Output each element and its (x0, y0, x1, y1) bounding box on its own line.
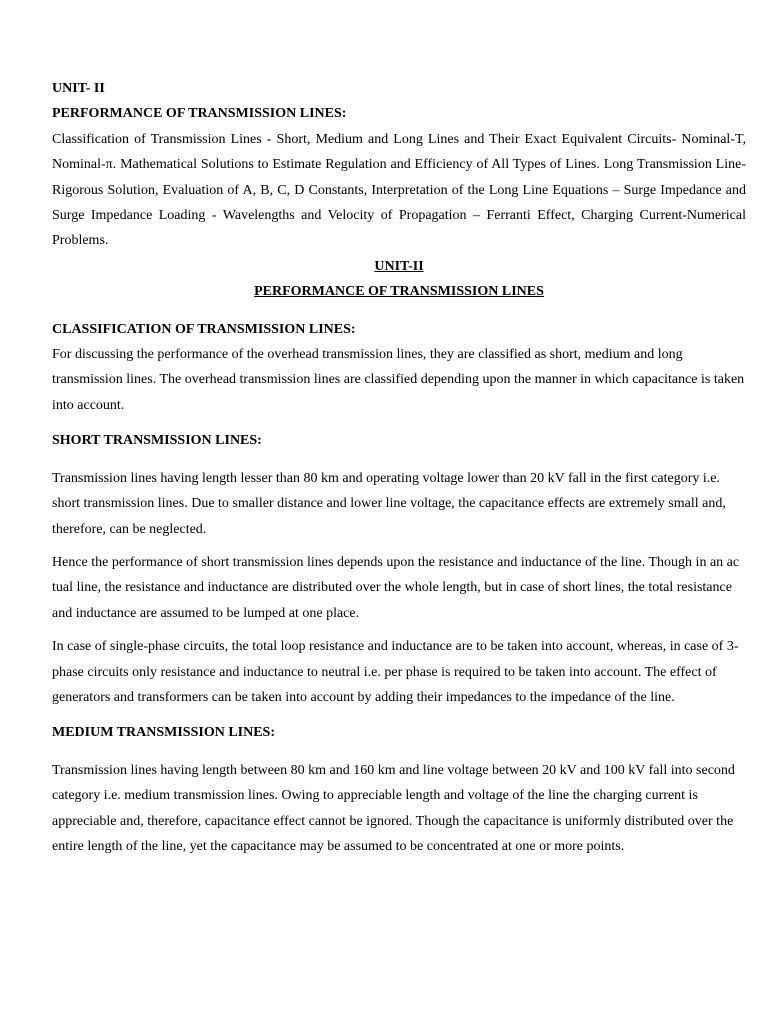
syllabus-title: PERFORMANCE OF TRANSMISSION LINES: (52, 106, 347, 122)
short-lines-paragraph-1: Transmission lines having length lesser than 80 km and operating voltage lower than 20 kV fall in the first category i.e. short transmission lines. Due to smaller distance and lower line voltage, the capacitance effects are extremely small and, therefore, can be neglected. (52, 470, 726, 537)
syllabus-body: Classification of Transmission Lines - Short, Medium and Long Lines and Their Exact Equivalent Circuits- Nominal-T, Nominal-π. Mathematical Solutions to Estimate Regulation and Efficiency of All Types of Lines. Long Transmission Line-Rigorous Solution, Evaluation of A, B, C, D Constants, Interpretation of the Long Line Equations – Surge Impedance and Surge Impedance Loading - Wavelengths and Velocity of Propagation – Ferranti Effect, Charging Current-Numerical Problems. (52, 131, 746, 249)
spacer (52, 305, 746, 317)
document-page (52, 76, 746, 859)
chapter-title: PERFORMANCE OF TRANSMISSION LINES (254, 284, 544, 300)
spacer (52, 542, 746, 550)
spacer (52, 746, 746, 758)
medium-lines-heading: MEDIUM TRANSMISSION LINES: (52, 725, 276, 741)
spacer (52, 454, 746, 466)
spacer (52, 418, 746, 428)
classification-heading: CLASSIFICATION OF TRANSMISSION LINES: (52, 321, 356, 337)
spacer (52, 710, 746, 720)
classification-text: For discussing the performance of the overhead transmission lines, they are classified as short, medium and long transmission lines. The overhead transmission lines are classified depending upon the manner in which capacitance is taken into account. (52, 347, 745, 413)
syllabus-unit-label: UNIT- II (52, 81, 105, 96)
short-lines-heading: SHORT TRANSMISSION LINES: (52, 433, 262, 449)
medium-lines-paragraph-1: Transmission lines having length between 80 km and 160 km and line voltage between 20 kV and 100 kV fall into second category i.e. medium transmission lines. Owing to appreciable length and voltage of the line the charging current is appreciable and, therefore, capacitance effect cannot be ignored. Though the capacitance is uniformly distributed over the entire length of the line, yet the capacitance may be assumed to be concentrated at one or more points. (52, 762, 735, 854)
chapter-unit-heading: UNIT-II (374, 258, 424, 274)
spacer (52, 626, 746, 634)
short-lines-paragraph-3: In case of single-phase circuits, the total loop resistance and inductance are to be taken into account, whereas, in case of 3-phase circuits only resistance and inductance to neutral i.e. per phase is required to be taken into account. The effect of generators and transformers can be taken into account by adding their impedances to the impedance of the line. (52, 639, 739, 705)
short-lines-paragraph-2: Hence the performance of short transmission lines depends upon the resistance and inductance of the line. Though in an ac tual line, the resistance and inductance are distributed over the whole length, but in case of short lines, the total resistance and inductance are assumed to be lumped at one place. (52, 554, 740, 621)
